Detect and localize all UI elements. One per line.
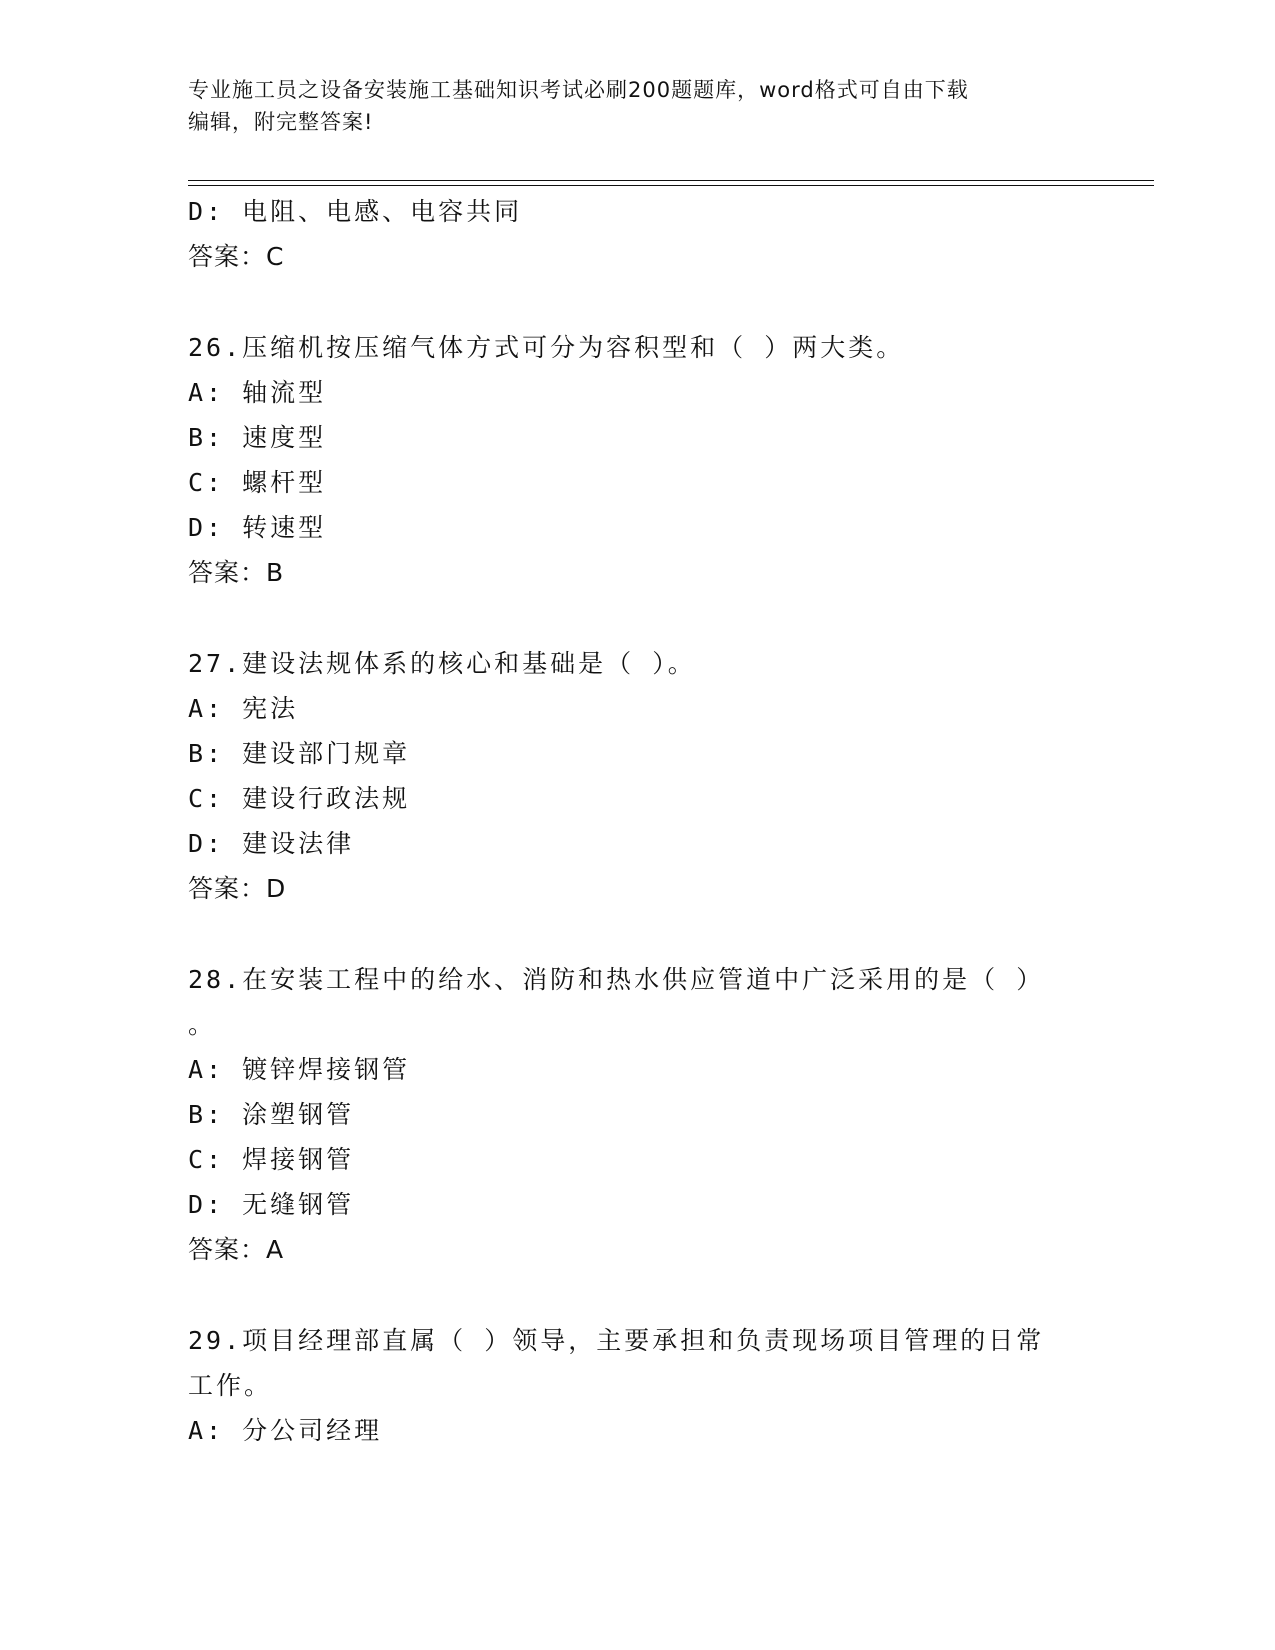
question-list: [188, 189, 1068, 1453]
option-a: A: 镀锌焊接钢管: [188, 1055, 411, 1084]
header-title-line1: 专业施工员之设备安装施工基础知识考试必刷200题题库，word格式可自由下载: [188, 78, 969, 102]
header-divider-top: [188, 180, 1154, 181]
option-a: A: 轴流型: [188, 378, 327, 407]
question-stem: 26.压缩机按压缩气体方式可分为容积型和（ ）两大类。: [188, 333, 905, 362]
answer: 答案：D: [188, 874, 287, 903]
question-stem: 29.项目经理部直属（ ）领导，主要承担和负责现场项目管理的日常: [188, 1326, 1045, 1355]
option-c: C: 螺杆型: [188, 468, 327, 497]
option-b: B: 建设部门规章: [188, 739, 411, 768]
question-stem-continuation: 工作。: [188, 1371, 273, 1400]
option-b: B: 速度型: [188, 423, 327, 452]
question-stem: 27.建设法规体系的核心和基础是（ ）。: [188, 649, 696, 678]
option-c: C: 建设行政法规: [188, 784, 411, 813]
question-stem: 28.在安装工程中的给水、消防和热水供应管道中广泛采用的是（ ）: [188, 965, 1045, 994]
option-c: C: 焊接钢管: [188, 1145, 355, 1174]
option-d: D: 无缝钢管: [188, 1190, 355, 1219]
document-header: [188, 74, 1068, 138]
option-d: D: 电阻、电感、电容共同: [188, 197, 523, 226]
question-stem-continuation: 。: [188, 1010, 217, 1039]
option-d: D: 转速型: [188, 513, 327, 542]
option-a: A: 宪法: [188, 694, 299, 723]
answer: 答案：A: [188, 1235, 285, 1264]
answer: 答案：B: [188, 558, 285, 587]
option-a: A: 分公司经理: [188, 1416, 383, 1445]
header-divider-bottom: [188, 185, 1154, 186]
option-b: B: 涂塑钢管: [188, 1100, 355, 1129]
answer: 答案：C: [188, 242, 285, 271]
header-title-line2: 编辑，附完整答案!: [188, 110, 374, 134]
option-d: D: 建设法律: [188, 829, 355, 858]
